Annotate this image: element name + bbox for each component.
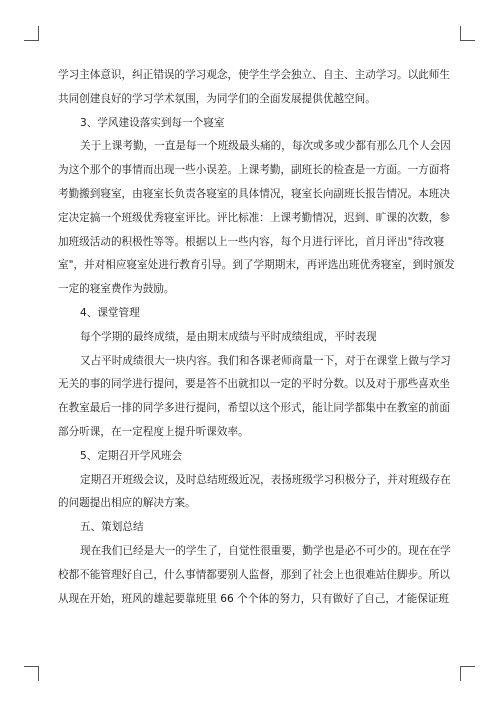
text-line: 关于上课考勤，一直是每一个班级最头痛的，每次或多或少都有那么几个人会因 [80,140,451,153]
text-line: 定期召开班级会议，及时总结班级近况，表扬班级学习积极分子，并对班级存在 [80,473,451,486]
crop-mark-bottom-right [460,666,475,681]
text-line: 考勤搬到寝室，由寝室长负责各寝室的具体情况，寝室长向副班长报告情况。本班决 [58,187,450,200]
text-line: 一定的寝室费作为鼓励。 [58,283,175,296]
text-line: 从现在开始，班风的雄起要靠班里 66 个个体的努力，只有做好了自己，才能保证班 [58,592,449,605]
text-line: 共同创建良好的学习学术氛围，为同学们的全面发展提供优越空间。 [58,92,376,105]
text-line: 为这个那个的事情而出现一些小误差。上课考勤，副班长的检查是一方面。一方面将 [58,164,450,177]
text-line: 4、课堂管理 [80,306,140,319]
text-line: 现在我们已经是大一的学生了，自觉性很重要，勤学也是必不可少的。现在在学 [80,544,451,557]
text-line: 5、定期召开学风班会 [80,449,183,462]
text-line: 在教室最后一排的同学多进行提问，希望以这个形式，能让同学都集中在教室的前面 [58,402,450,415]
text-line: 定决定搞一个班级优秀寝室评比。评比标准：上课考勤情况，迟到、旷课的次数，参 [58,211,450,224]
text-line: 每个学期的最终成绩，是由期末成绩与平时成绩组成，平时表现 [80,330,377,343]
text-line: 学习主体意识，纠正错误的学习观念，使学生学会独立、自主、主动学习。以此师生 [58,69,450,81]
text-line: 校都不能管理好自己，什么事情都要别人监督，那到了社会上也很难站住脚步。所以 [58,568,450,581]
text-line: 无关的事的同学进行提问，要是答不出就扣以一定的平时分数。以及对于那些喜欢坐 [58,378,450,391]
text-line: 加班级活动的积极性等等。根据以上一些内容，每个月进行评比，首月评出"待改寝 [58,235,445,248]
text-line: 又占平时成绩很大一块内容。我们和各课老师商量一下，对于在课堂上做与学习 [80,354,451,367]
text-line: 室"，并对相应寝室处进行教育引导。到了学期期末，再评选出班优秀寝室，到时颁发 [58,259,455,272]
crop-mark-top-right [460,26,475,41]
crop-mark-top-left [24,26,39,41]
text-line: 部分听课，在一定程度上提升听课效率。 [58,425,249,438]
text-line: 3、学风建设落实到每一个寝室 [80,116,225,129]
document-body [58,64,455,611]
text-line: 五、策划总结 [80,521,144,534]
text-line: 的问题提出相应的解决方案。 [58,497,196,510]
crop-mark-bottom-left [24,666,39,681]
